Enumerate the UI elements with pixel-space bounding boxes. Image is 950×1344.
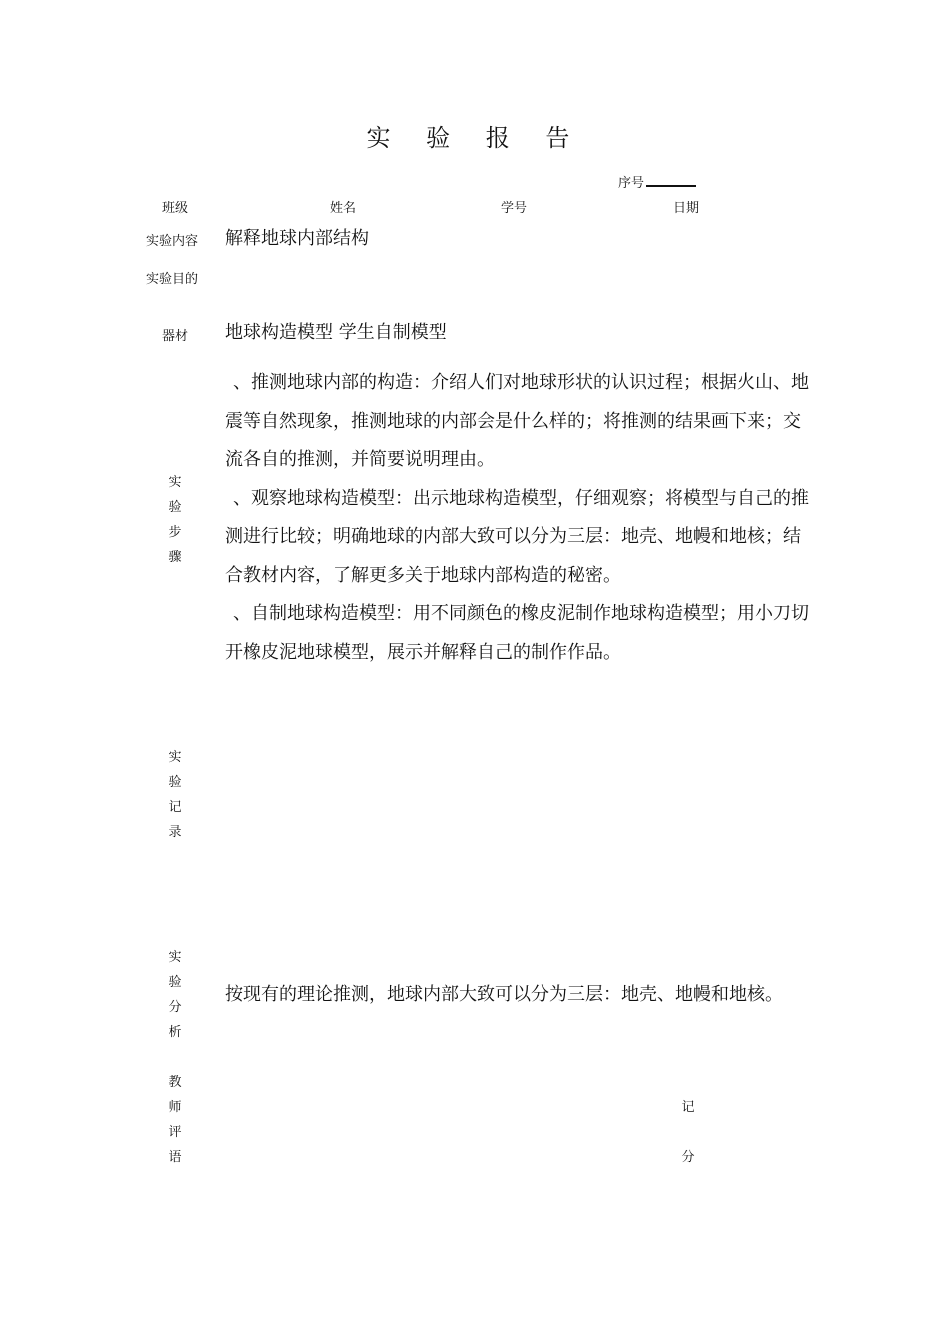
step-paragraph-3: 、自制地球构造模型：用不同颜色的橡皮泥制作地球构造模型；用小刀切开橡皮泥地球模型，展示并解释自己的制作作品。 — [225, 603, 809, 663]
student-id-label: 学号 — [501, 201, 528, 216]
step-paragraph-2: 、观察地球构造模型：出示地球构造模型，仔细观察；将模型与自己的推测进行比较；明确地球的内部大致可以分为三层：地壳、地幔和地核；结合教材内容，了解更多关于地球内部构造的秘密。 — [225, 487, 809, 586]
analysis-label-char: 实 — [168, 950, 182, 965]
steps-label-char: 骤 — [168, 550, 182, 565]
teacher-comment-label-char: 语 — [168, 1150, 182, 1165]
serial-blank-line — [646, 173, 696, 187]
teacher-comment-label-char: 师 — [168, 1100, 182, 1115]
analysis-value: 按现有的理论推测，地球内部大致可以分为三层：地壳、地幔和地核。 — [225, 984, 783, 1005]
analysis-label — [165, 945, 185, 1045]
steps-label-char: 步 — [168, 525, 182, 540]
serial-number — [618, 172, 696, 191]
analysis-label-char: 分 — [168, 1000, 182, 1015]
steps-label-char: 实 — [168, 475, 182, 490]
record-label-char: 记 — [168, 800, 182, 815]
report-title: 实 验 报 告 — [366, 124, 584, 152]
serial-label: 序号 — [618, 176, 645, 191]
record-label-char: 录 — [168, 825, 182, 840]
steps-label — [165, 470, 185, 570]
analysis-label-char: 析 — [168, 1025, 182, 1040]
steps-label-char: 验 — [168, 500, 182, 515]
score-label-char: 分 — [681, 1150, 695, 1165]
name-label: 姓名 — [330, 201, 357, 216]
step-paragraph-1: 、推测地球内部的构造：介绍人们对地球形状的认识过程；根据火山、地震等自然现象，推测地球的内部会是什么样的；将推测的结果画下来；交流各自的推测，并简要说明理由。 — [225, 372, 809, 470]
analysis-label-char: 验 — [168, 975, 182, 990]
purpose-label: 实验目的 — [146, 272, 199, 287]
teacher-comment-label-char: 教 — [168, 1075, 182, 1090]
content-value: 解释地球内部结构 — [225, 228, 369, 249]
record-label-char: 实 — [168, 750, 182, 765]
steps-body — [225, 364, 815, 672]
score-label-char: 记 — [681, 1100, 695, 1115]
equipment-value: 地球构造模型 学生自制模型 — [225, 322, 447, 343]
teacher-comment-label — [165, 1070, 185, 1170]
class-label: 班级 — [162, 201, 189, 216]
teacher-comment-label-char: 评 — [168, 1125, 182, 1140]
score-label — [678, 1083, 698, 1183]
record-label-char: 验 — [168, 775, 182, 790]
content-label: 实验内容 — [146, 234, 199, 249]
record-label — [165, 745, 185, 845]
date-label: 日期 — [673, 201, 700, 216]
equipment-label: 器材 — [162, 329, 189, 344]
